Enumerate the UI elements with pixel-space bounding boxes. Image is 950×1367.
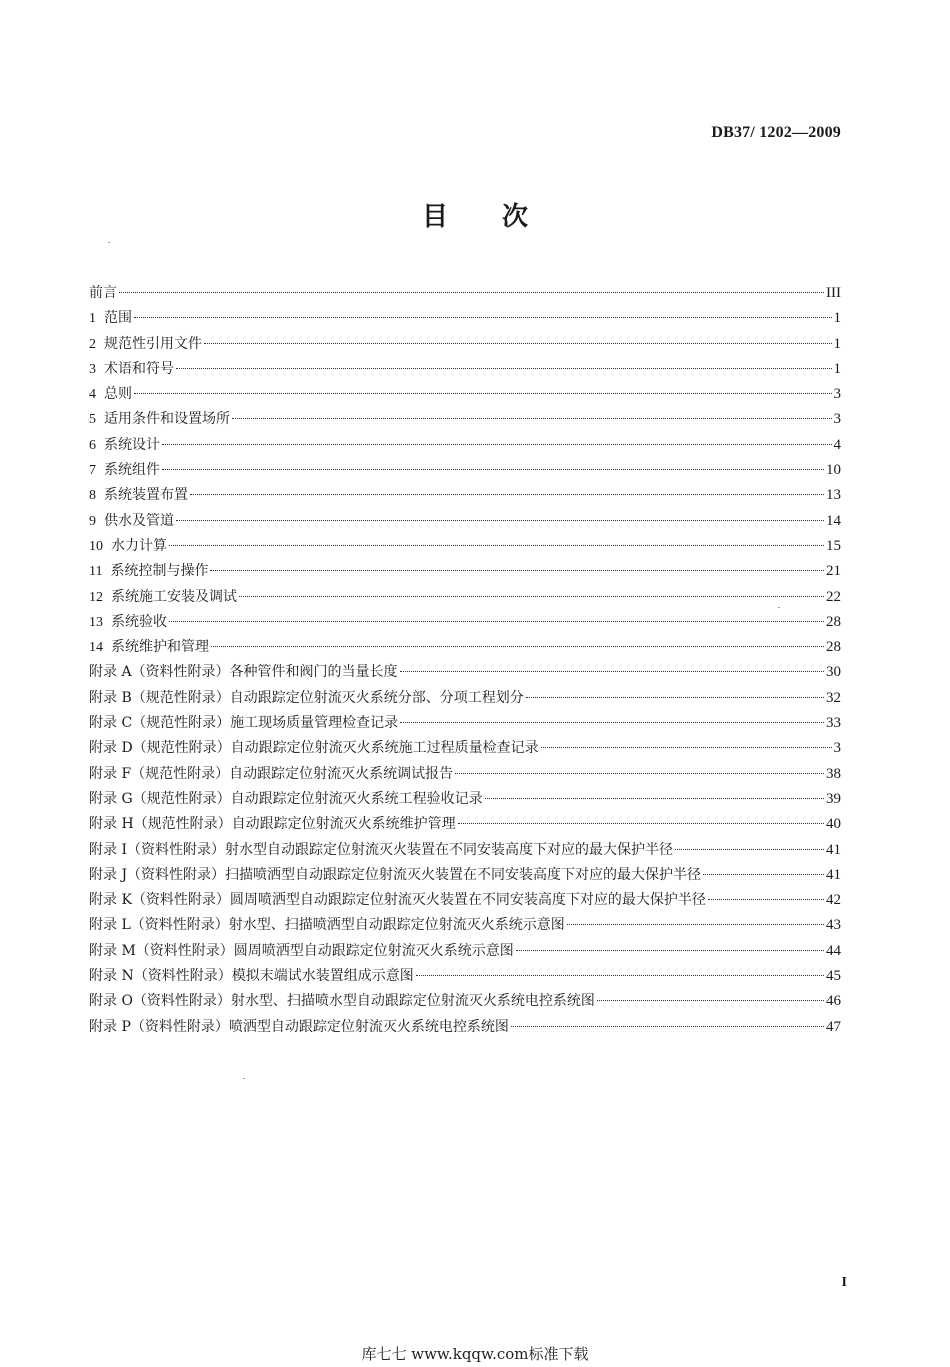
toc-entry-page: 1 <box>833 360 841 377</box>
scan-speck <box>243 1078 245 1079</box>
toc-dot-leader <box>511 1026 824 1027</box>
document-code: DB37/ 1202—2009 <box>711 124 841 141</box>
toc-entry-label: 供水及管道 <box>104 512 174 529</box>
toc-dot-leader <box>516 950 824 951</box>
toc-entry-label: 附录 B（规范性附录）自动跟踪定位射流灭火系统分部、分项工程划分 <box>89 689 524 706</box>
toc-entry-label: 范围 <box>104 310 132 327</box>
toc-dot-leader <box>708 899 824 900</box>
toc-dot-leader <box>455 773 824 774</box>
toc-entry <box>89 407 841 432</box>
toc-entry <box>89 458 841 483</box>
toc-entry-page: 47 <box>826 1018 841 1035</box>
toc-entry-label: 附录 C（规范性附录）施工现场质量管理检查记录 <box>89 715 399 732</box>
toc-entry <box>89 306 841 331</box>
toc-entry-label: 系统维护和管理 <box>111 639 209 656</box>
toc-entry <box>89 483 841 508</box>
toc-entry-number: 8 <box>89 488 96 504</box>
toc-entry-page: 28 <box>826 639 841 656</box>
toc-entry <box>89 863 841 888</box>
toc-entry-page: 15 <box>826 537 841 554</box>
toc-dot-leader <box>134 393 832 394</box>
toc-entry <box>89 509 841 534</box>
toc-dot-leader <box>119 292 824 293</box>
toc-entry-page: 1 <box>833 335 841 352</box>
toc-entry-number: 3 <box>89 361 96 377</box>
title-char-2: 次 <box>502 202 529 232</box>
toc-entry-label: 附录 J（资料性附录）扫描喷洒型自动跟踪定位射流灭火装置在不同安装高度下对应的最大保护半径 <box>89 866 702 883</box>
toc-entry-number: 14 <box>89 640 103 656</box>
toc-entry-label: 附录 M（资料性附录）圆周喷洒型自动跟踪定位射流灭火系统示意图 <box>89 942 514 959</box>
toc-entry-page: 13 <box>826 487 841 504</box>
toc-dot-leader <box>190 494 824 495</box>
toc-entry-label: 总则 <box>104 386 132 403</box>
toc-entry-label: 附录 O（资料性附录）射水型、扫描喷水型自动跟踪定位射流灭火系统电控系统图 <box>89 993 595 1010</box>
toc-entry <box>89 812 841 837</box>
toc-entry-label: 系统控制与操作 <box>110 563 209 580</box>
toc-entry <box>89 939 841 964</box>
toc-entry-page: 10 <box>826 462 841 479</box>
toc-entry <box>89 736 841 761</box>
toc-entry-label: 术语和符号 <box>104 360 174 377</box>
toc-dot-leader <box>567 924 824 925</box>
toc-dot-leader <box>211 646 824 647</box>
toc-dot-leader <box>458 823 824 824</box>
toc-entry-page: 3 <box>833 386 841 403</box>
toc-dot-leader <box>162 469 824 470</box>
toc-entry <box>89 559 841 584</box>
toc-entry-label: 前言 <box>89 285 117 301</box>
toc-entry <box>89 433 841 458</box>
toc-dot-leader <box>526 697 824 698</box>
toc-entry-label: 附录 N（资料性附录）模拟末端试水装置组成示意图 <box>89 968 414 985</box>
toc-entry-number: 7 <box>89 463 96 479</box>
toc-dot-leader <box>162 444 832 445</box>
toc-dot-leader <box>169 545 824 546</box>
toc-dot-leader <box>169 621 824 622</box>
toc-entry <box>89 281 841 306</box>
toc-entry <box>89 913 841 938</box>
toc-entry-page: 45 <box>826 968 841 985</box>
title-char-1: 目 <box>421 202 448 232</box>
toc-entry-number: 4 <box>89 387 96 403</box>
toc-dot-leader <box>232 418 832 419</box>
toc-entry-label: 附录 A（资料性附录）各种管件和阀门的当量长度 <box>89 664 398 681</box>
toc-entry-page: 32 <box>826 689 841 706</box>
toc-entry-page: 39 <box>826 790 841 807</box>
toc-entry-page: 43 <box>826 917 841 934</box>
toc-dot-leader <box>204 343 832 344</box>
toc-entry-number: 13 <box>89 614 103 630</box>
toc-entry <box>89 332 841 357</box>
toc-entry-page: 3 <box>833 740 841 757</box>
toc-dot-leader <box>176 520 824 521</box>
toc-entry <box>89 382 841 407</box>
toc-entry-page: 30 <box>826 664 841 681</box>
toc-entry <box>89 534 841 559</box>
toc-entry-label: 附录 D（规范性附录）自动跟踪定位射流灭火系统施工过程质量检查记录 <box>89 740 539 757</box>
toc-entry <box>89 711 841 736</box>
toc-entry-number: 2 <box>89 336 96 352</box>
toc-entry-label: 附录 I（资料性附录）射水型自动跟踪定位射流灭火装置在不同安装高度下对应的最大保护半径 <box>89 841 673 858</box>
toc-entry-number: 1 <box>89 311 96 327</box>
toc-entry-label: 适用条件和设置场所 <box>104 411 230 428</box>
toc-entry-number: 5 <box>89 412 96 428</box>
toc-dot-leader <box>400 722 824 723</box>
toc-entry-page: 44 <box>826 942 841 959</box>
toc-dot-leader <box>703 874 824 875</box>
toc-entry-label: 规范性引用文件 <box>104 335 202 352</box>
scan-speck <box>108 242 110 243</box>
toc-entry-label: 系统组件 <box>104 462 160 479</box>
toc-entry-label: 附录 K（资料性附录）圆周喷洒型自动跟踪定位射流灭火装置在不同安装高度下对应的最大保护半径 <box>89 892 706 909</box>
toc-entry-page: 3 <box>833 411 841 428</box>
toc-entry <box>89 1015 841 1040</box>
toc-entry-page: 22 <box>826 588 841 605</box>
toc-dot-leader <box>400 671 824 672</box>
toc-entry-page: 40 <box>826 816 841 833</box>
toc-entry-page: 33 <box>826 715 841 732</box>
toc-entry <box>89 762 841 787</box>
toc-entry-page: 38 <box>826 765 841 782</box>
toc-entry-label: 水力计算 <box>111 537 167 554</box>
toc-dot-leader <box>675 849 824 850</box>
toc-entry-label: 附录 F（规范性附录）自动跟踪定位射流灭火系统调试报告 <box>89 765 454 782</box>
toc-entry <box>89 888 841 913</box>
toc-dot-leader <box>134 317 832 318</box>
toc-entry-label: 系统验收 <box>111 613 167 630</box>
toc-dot-leader <box>541 747 832 748</box>
toc-entry <box>89 838 841 863</box>
toc-dot-leader <box>210 570 824 571</box>
toc-dot-leader <box>239 596 824 597</box>
toc-entry-label: 系统设计 <box>104 436 160 453</box>
toc-entry-number: 11 <box>89 564 103 580</box>
toc-dot-leader <box>597 1000 824 1001</box>
toc-dot-leader <box>485 798 824 799</box>
toc-entry <box>89 357 841 382</box>
toc-entry <box>89 964 841 989</box>
toc-entry-page: 41 <box>826 841 841 858</box>
toc-entry-label: 附录 L（资料性附录）射水型、扫描喷洒型自动跟踪定位射流灭火系统示意图 <box>89 917 565 934</box>
toc-entry <box>89 660 841 685</box>
toc-dot-leader <box>176 368 832 369</box>
toc-entry-page: 42 <box>826 892 841 909</box>
toc-entry-number: 6 <box>89 437 96 453</box>
toc-entry-number: 9 <box>89 513 96 529</box>
toc-entry-page: 14 <box>826 512 841 529</box>
page-title <box>0 196 950 233</box>
footer-watermark: 库七七 www.kqqw.com标准下载 <box>361 1345 589 1363</box>
toc-entry <box>89 787 841 812</box>
toc-entry-page: III <box>826 285 841 301</box>
toc-entry-page: 1 <box>833 310 841 327</box>
table-of-contents <box>89 281 841 1040</box>
toc-entry-page: 4 <box>833 436 841 453</box>
toc-entry <box>89 635 841 660</box>
toc-entry-page: 21 <box>826 563 841 580</box>
toc-entry <box>89 686 841 711</box>
toc-entry-label: 系统装置布置 <box>104 487 188 504</box>
toc-entry-page: 46 <box>826 993 841 1010</box>
toc-entry-number: 10 <box>89 538 103 554</box>
toc-entry-label: 系统施工安装及调试 <box>111 588 237 605</box>
toc-entry-page: 28 <box>826 613 841 630</box>
toc-entry-label: 附录 G（规范性附录）自动跟踪定位射流灭火系统工程验收记录 <box>89 790 483 807</box>
toc-entry-number: 12 <box>89 589 103 605</box>
toc-entry <box>89 585 841 610</box>
toc-entry-label: 附录 H（规范性附录）自动跟踪定位射流灭火系统维护管理 <box>89 816 456 833</box>
toc-entry-page: 41 <box>826 866 841 883</box>
page-number: I <box>841 1275 847 1290</box>
toc-entry <box>89 610 841 635</box>
scan-speck <box>778 607 780 608</box>
toc-entry <box>89 989 841 1014</box>
toc-entry-label: 附录 P（资料性附录）喷洒型自动跟踪定位射流灭火系统电控系统图 <box>89 1018 509 1035</box>
toc-dot-leader <box>416 975 824 976</box>
